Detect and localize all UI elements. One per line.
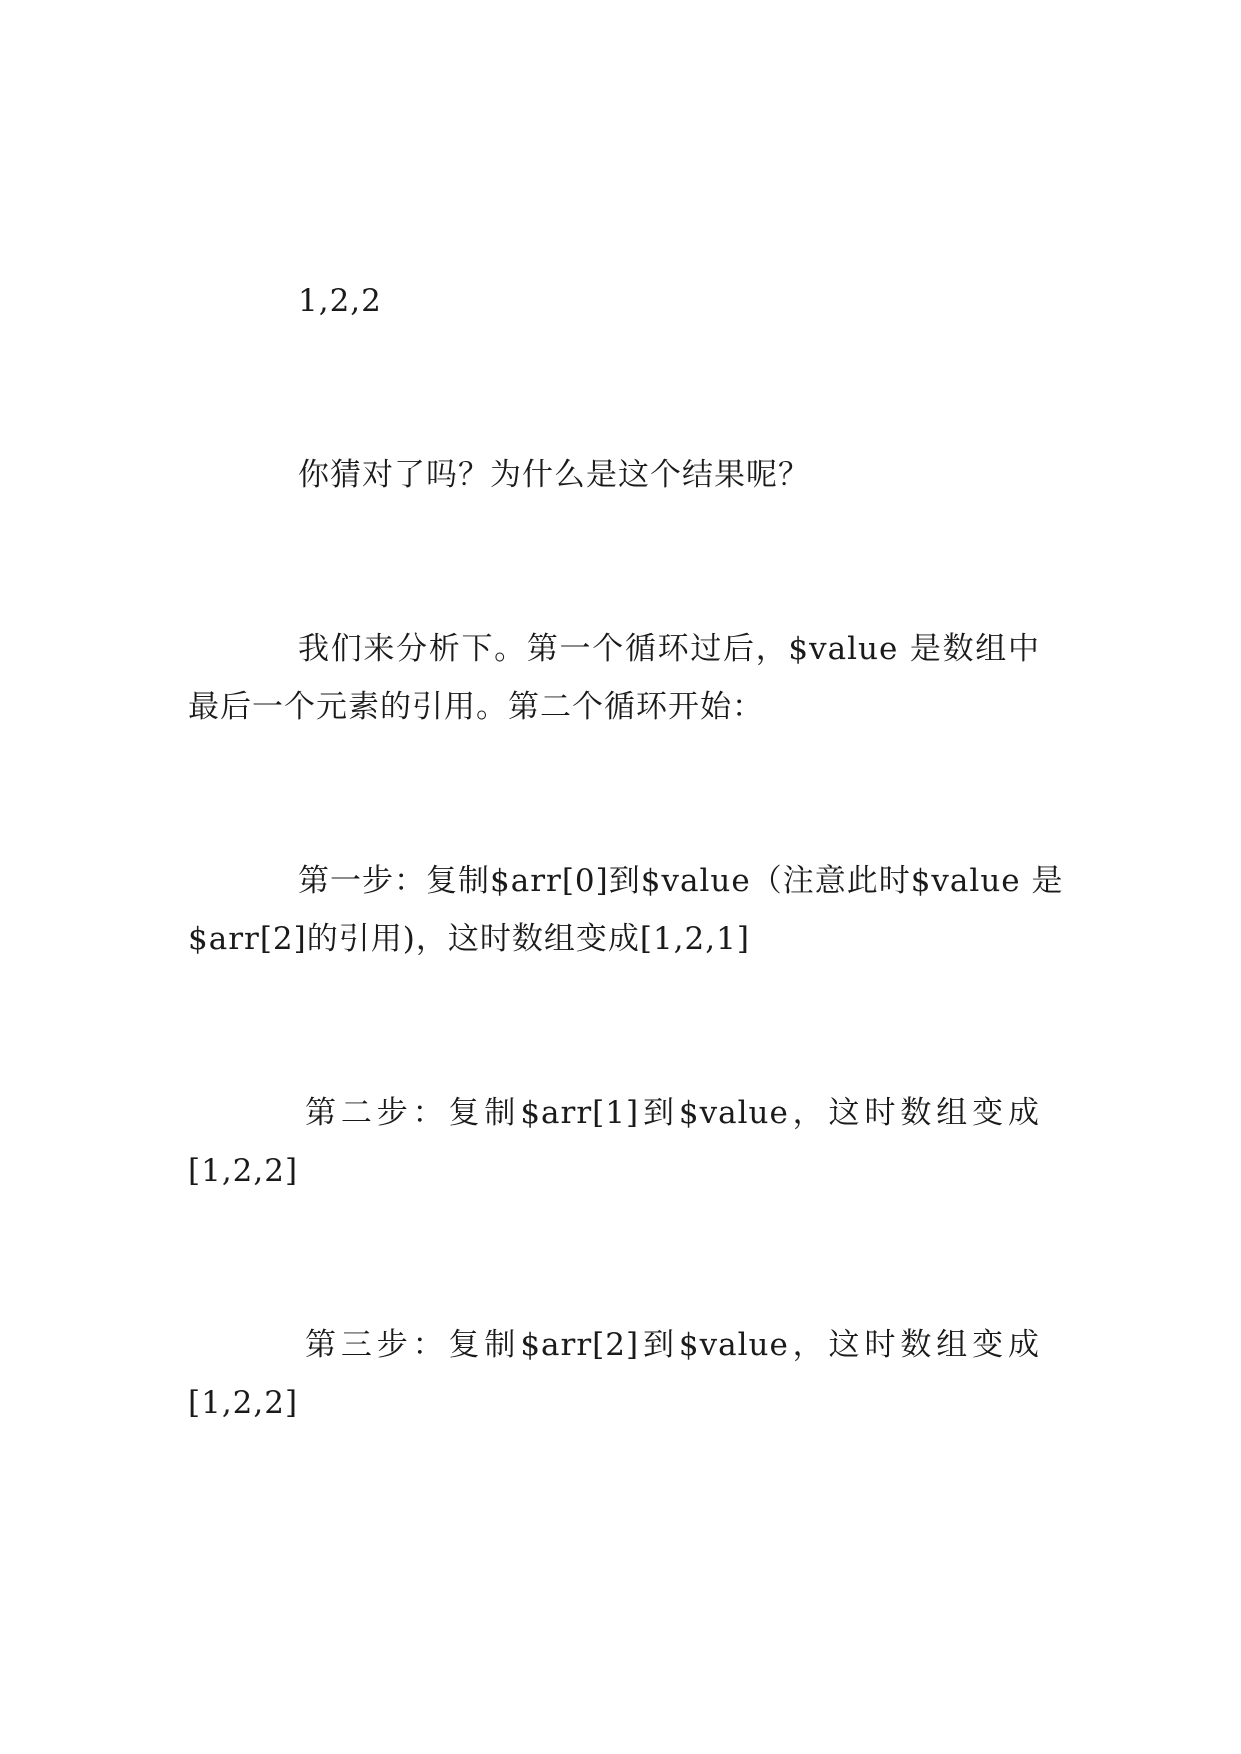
step1-line-1: 第一步：复制$arr[0]到$value（注意此时$value 是 [298, 863, 1064, 899]
step2-line-2: [1,2,2] [188, 1153, 299, 1189]
step3-line-1: 第三步：复制$arr[2]到$value，这时数组变成 [305, 1327, 1040, 1363]
step3-line-2: [1,2,2] [188, 1385, 299, 1421]
step1-line-2: $arr[2]的引用)，这时数组变成[1,2,1] [188, 921, 750, 957]
analysis-line-1: 我们来分析下。第一个循环过后，$value 是数组中 [298, 631, 1040, 667]
step2-line-1: 第二步：复制$arr[1]到$value，这时数组变成 [305, 1095, 1040, 1131]
analysis-line-2: 最后一个元素的引用。第二个循环开始： [188, 689, 764, 725]
question-line: 你猜对了吗？为什么是这个结果呢？ [298, 457, 810, 493]
result-line: 1,2,2 [298, 283, 382, 319]
